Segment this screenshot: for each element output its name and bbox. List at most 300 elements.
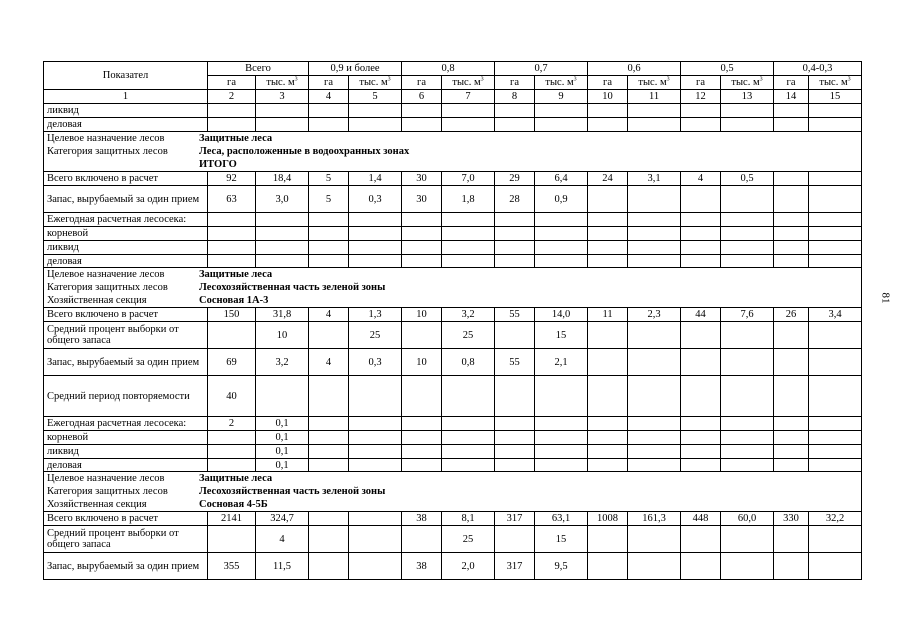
table-cell: 2 bbox=[208, 417, 256, 431]
table-cell: 63 bbox=[208, 186, 256, 213]
column-number: 13 bbox=[721, 90, 774, 104]
row-label: деловая bbox=[44, 118, 208, 132]
table-row bbox=[44, 118, 862, 132]
table-cell: 3,1 bbox=[628, 172, 681, 186]
unit-superscript: 3 bbox=[759, 76, 763, 83]
row-label: корневой bbox=[44, 431, 208, 445]
unit-label: тыс. м bbox=[731, 77, 760, 88]
table-cell: 63,1 bbox=[535, 512, 588, 526]
table-cell bbox=[208, 213, 256, 227]
table-cell: 5 bbox=[309, 172, 349, 186]
table-row bbox=[44, 376, 862, 417]
table-cell bbox=[588, 118, 628, 132]
table-cell bbox=[309, 526, 349, 553]
table-cell bbox=[774, 445, 809, 459]
table-cell bbox=[628, 322, 681, 349]
table-cell: 10 bbox=[402, 308, 442, 322]
table-cell: 31,8 bbox=[256, 308, 309, 322]
header-unit-volume bbox=[809, 76, 862, 90]
table-cell bbox=[256, 227, 309, 241]
table-cell bbox=[588, 104, 628, 118]
table-cell bbox=[774, 227, 809, 241]
table-cell bbox=[588, 213, 628, 227]
table-cell bbox=[309, 417, 349, 431]
table-cell bbox=[588, 459, 628, 472]
table-cell bbox=[349, 431, 402, 445]
table-cell bbox=[495, 322, 535, 349]
table-cell bbox=[721, 459, 774, 472]
table-cell bbox=[681, 255, 721, 268]
table-cell bbox=[208, 118, 256, 132]
section-total-label: ИТОГО bbox=[199, 159, 237, 170]
header-unit-ha: га bbox=[495, 76, 535, 90]
table-cell bbox=[442, 445, 495, 459]
table-cell bbox=[774, 186, 809, 213]
column-number: 9 bbox=[535, 90, 588, 104]
table-cell bbox=[309, 445, 349, 459]
table-cell bbox=[681, 241, 721, 255]
table-cell bbox=[309, 227, 349, 241]
table-row bbox=[44, 445, 862, 459]
table-cell bbox=[628, 213, 681, 227]
table-cell bbox=[535, 376, 588, 417]
table-cell bbox=[402, 459, 442, 472]
table-cell bbox=[495, 459, 535, 472]
table-cell bbox=[208, 241, 256, 255]
table-cell bbox=[774, 172, 809, 186]
table-cell bbox=[721, 255, 774, 268]
column-number: 14 bbox=[774, 90, 809, 104]
table-cell bbox=[256, 255, 309, 268]
forest-cutting-table bbox=[43, 61, 862, 580]
table-row bbox=[44, 431, 862, 445]
table-cell bbox=[774, 255, 809, 268]
table-cell bbox=[774, 526, 809, 553]
table-cell bbox=[442, 417, 495, 431]
table-cell: 5 bbox=[309, 186, 349, 213]
header-unit-ha: га bbox=[309, 76, 349, 90]
section-info-value: Леса, расположенные в водоохранных зонах bbox=[199, 146, 410, 157]
table-row bbox=[44, 322, 862, 349]
section-info-value: Сосновая 1А-3 bbox=[199, 295, 269, 306]
table-cell bbox=[349, 213, 402, 227]
row-label: Всего включено в расчет bbox=[44, 512, 208, 526]
header-unit-ha: га bbox=[588, 76, 628, 90]
table-cell bbox=[402, 213, 442, 227]
header-unit-volume bbox=[442, 76, 495, 90]
table-cell bbox=[774, 322, 809, 349]
table-cell bbox=[628, 376, 681, 417]
unit-label: тыс. м bbox=[266, 77, 295, 88]
table-cell bbox=[628, 553, 681, 580]
table-cell: 0,1 bbox=[256, 431, 309, 445]
section-info-label: Целевое назначение лесов bbox=[47, 473, 165, 484]
table-cell bbox=[442, 241, 495, 255]
table-cell bbox=[628, 445, 681, 459]
table-cell bbox=[588, 526, 628, 553]
unit-label: тыс. м bbox=[359, 77, 388, 88]
table-cell bbox=[809, 376, 862, 417]
header-unit-volume bbox=[721, 76, 774, 90]
table-cell bbox=[442, 104, 495, 118]
section-info-value: Защитные леса bbox=[199, 473, 273, 484]
table-cell bbox=[535, 118, 588, 132]
table-cell bbox=[721, 104, 774, 118]
table-cell bbox=[208, 431, 256, 445]
table-row bbox=[44, 417, 862, 431]
table-cell bbox=[495, 376, 535, 417]
table-cell bbox=[628, 526, 681, 553]
unit-superscript: 3 bbox=[847, 76, 851, 83]
section-info-line bbox=[47, 498, 858, 511]
table-cell bbox=[628, 349, 681, 376]
table-cell bbox=[349, 227, 402, 241]
table-cell bbox=[721, 349, 774, 376]
table-cell bbox=[628, 255, 681, 268]
header-unit-volume bbox=[349, 76, 402, 90]
row-label: Запас, вырубаемый за один прием bbox=[44, 349, 208, 376]
table-cell: 1,8 bbox=[442, 186, 495, 213]
table-cell: 18,4 bbox=[256, 172, 309, 186]
table-cell bbox=[442, 431, 495, 445]
unit-superscript: 3 bbox=[387, 76, 391, 83]
section-info bbox=[44, 472, 862, 512]
table-cell bbox=[721, 241, 774, 255]
table-cell bbox=[208, 459, 256, 472]
table-cell: 25 bbox=[442, 526, 495, 553]
table-cell bbox=[442, 227, 495, 241]
table-cell: 324,7 bbox=[256, 512, 309, 526]
table-cell bbox=[442, 213, 495, 227]
table-cell bbox=[535, 255, 588, 268]
table-cell: 24 bbox=[588, 172, 628, 186]
unit-label: тыс. м bbox=[545, 77, 574, 88]
table-cell bbox=[402, 118, 442, 132]
table-cell bbox=[495, 227, 535, 241]
table-cell: 55 bbox=[495, 349, 535, 376]
table-cell bbox=[721, 227, 774, 241]
table-cell bbox=[774, 241, 809, 255]
table-cell bbox=[256, 118, 309, 132]
unit-superscript: 3 bbox=[480, 76, 484, 83]
table-cell: 317 bbox=[495, 512, 535, 526]
table-cell bbox=[402, 241, 442, 255]
table-cell bbox=[535, 431, 588, 445]
unit-superscript: 3 bbox=[573, 76, 577, 83]
table-cell bbox=[349, 255, 402, 268]
table-cell bbox=[628, 417, 681, 431]
section-info-row bbox=[44, 268, 862, 308]
table-cell: 1,4 bbox=[349, 172, 402, 186]
table-cell bbox=[349, 526, 402, 553]
table-cell bbox=[721, 322, 774, 349]
header-group-total: Всего bbox=[208, 62, 309, 76]
table-cell: 25 bbox=[349, 322, 402, 349]
table-cell: 30 bbox=[402, 172, 442, 186]
row-label: Средний период повторяемости bbox=[44, 376, 208, 417]
table-cell bbox=[309, 376, 349, 417]
table-cell bbox=[402, 445, 442, 459]
table-body bbox=[44, 62, 862, 580]
table-cell bbox=[349, 104, 402, 118]
table-cell: 330 bbox=[774, 512, 809, 526]
header-group-09: 0,9 и более bbox=[309, 62, 402, 76]
unit-superscript: 3 bbox=[666, 76, 670, 83]
table-cell bbox=[309, 459, 349, 472]
table-cell: 0,1 bbox=[256, 417, 309, 431]
table-cell bbox=[809, 459, 862, 472]
section-info bbox=[44, 268, 862, 308]
table-cell bbox=[495, 526, 535, 553]
table-cell bbox=[535, 459, 588, 472]
table-cell bbox=[809, 172, 862, 186]
table-cell: 0,3 bbox=[349, 349, 402, 376]
section-info-row bbox=[44, 472, 862, 512]
table-cell bbox=[809, 553, 862, 580]
table-cell: 26 bbox=[774, 308, 809, 322]
table-row bbox=[44, 172, 862, 186]
table-cell: 40 bbox=[208, 376, 256, 417]
table-cell: 0,5 bbox=[721, 172, 774, 186]
table-cell bbox=[402, 255, 442, 268]
row-label: деловая bbox=[44, 459, 208, 472]
table-cell bbox=[442, 255, 495, 268]
table-row bbox=[44, 459, 862, 472]
table-cell: 3,2 bbox=[442, 308, 495, 322]
section-info-row bbox=[44, 132, 862, 172]
section-info-line bbox=[47, 485, 858, 498]
table-cell bbox=[681, 459, 721, 472]
table-cell bbox=[256, 213, 309, 227]
table-cell: 355 bbox=[208, 553, 256, 580]
table-cell bbox=[774, 459, 809, 472]
row-label: Всего включено в расчет bbox=[44, 308, 208, 322]
table-cell bbox=[681, 431, 721, 445]
table-cell bbox=[208, 445, 256, 459]
table-cell: 60,0 bbox=[721, 512, 774, 526]
table-cell bbox=[535, 241, 588, 255]
table-cell bbox=[681, 118, 721, 132]
table-cell bbox=[809, 322, 862, 349]
table-cell bbox=[809, 227, 862, 241]
header-unit-volume bbox=[256, 76, 309, 90]
table-cell bbox=[628, 118, 681, 132]
table-cell bbox=[442, 376, 495, 417]
table-cell: 30 bbox=[402, 186, 442, 213]
section-info bbox=[44, 132, 862, 172]
table-cell bbox=[495, 431, 535, 445]
table-cell bbox=[349, 376, 402, 417]
table-cell bbox=[208, 255, 256, 268]
table-cell bbox=[809, 431, 862, 445]
section-info-line bbox=[47, 132, 858, 145]
table-cell bbox=[809, 118, 862, 132]
table-cell: 4 bbox=[309, 308, 349, 322]
table-cell bbox=[402, 526, 442, 553]
column-number: 1 bbox=[44, 90, 208, 104]
table-cell bbox=[309, 553, 349, 580]
table-cell bbox=[721, 186, 774, 213]
table-cell bbox=[256, 104, 309, 118]
table-cell: 2,0 bbox=[442, 553, 495, 580]
table-cell bbox=[349, 417, 402, 431]
table-cell: 2,1 bbox=[535, 349, 588, 376]
table-cell bbox=[681, 213, 721, 227]
table-cell bbox=[681, 553, 721, 580]
table-cell bbox=[309, 118, 349, 132]
table-cell bbox=[809, 417, 862, 431]
table-cell: 10 bbox=[256, 322, 309, 349]
table-cell bbox=[349, 512, 402, 526]
table-cell bbox=[809, 213, 862, 227]
table-cell bbox=[681, 376, 721, 417]
table-cell bbox=[208, 104, 256, 118]
table-cell bbox=[721, 376, 774, 417]
table-cell bbox=[535, 104, 588, 118]
table-cell bbox=[809, 445, 862, 459]
table-cell: 2141 bbox=[208, 512, 256, 526]
table-cell bbox=[349, 459, 402, 472]
table-cell bbox=[588, 553, 628, 580]
section-info-label: Категория защитных лесов bbox=[47, 146, 168, 157]
table-cell bbox=[535, 227, 588, 241]
row-label: Ежегодная расчетная лесосека: bbox=[44, 213, 208, 227]
table-cell bbox=[628, 104, 681, 118]
header-unit-ha: га bbox=[774, 76, 809, 90]
table-cell: 0,8 bbox=[442, 349, 495, 376]
table-cell bbox=[256, 241, 309, 255]
table-cell bbox=[535, 417, 588, 431]
table-cell bbox=[495, 445, 535, 459]
table-cell bbox=[402, 322, 442, 349]
table-cell bbox=[208, 322, 256, 349]
table-cell bbox=[495, 104, 535, 118]
table-cell: 1008 bbox=[588, 512, 628, 526]
table-cell: 10 bbox=[402, 349, 442, 376]
table-cell bbox=[681, 445, 721, 459]
table-cell: 28 bbox=[495, 186, 535, 213]
table-cell: 7,6 bbox=[721, 308, 774, 322]
table-cell: 4 bbox=[681, 172, 721, 186]
table-cell: 32,2 bbox=[809, 512, 862, 526]
row-label: Ежегодная расчетная лесосека: bbox=[44, 417, 208, 431]
header-group-07: 0,7 bbox=[495, 62, 588, 76]
column-number: 10 bbox=[588, 90, 628, 104]
table-cell bbox=[208, 526, 256, 553]
table-cell bbox=[774, 213, 809, 227]
table-row bbox=[44, 227, 862, 241]
table-cell bbox=[681, 322, 721, 349]
table-cell bbox=[535, 445, 588, 459]
table-cell bbox=[774, 553, 809, 580]
section-info-value: Сосновая 4-5Б bbox=[199, 499, 268, 510]
table-cell bbox=[774, 104, 809, 118]
table-cell: 1,3 bbox=[349, 308, 402, 322]
table-cell: 9,5 bbox=[535, 553, 588, 580]
table-cell bbox=[809, 104, 862, 118]
row-label: Средний процент выборки от общего запаса bbox=[44, 526, 208, 553]
table-cell bbox=[588, 186, 628, 213]
table-cell bbox=[774, 349, 809, 376]
table-cell: 25 bbox=[442, 322, 495, 349]
table-cell: 4 bbox=[256, 526, 309, 553]
table-cell bbox=[628, 186, 681, 213]
table-cell bbox=[588, 349, 628, 376]
unit-label: тыс. м bbox=[638, 77, 667, 88]
row-label: корневой bbox=[44, 227, 208, 241]
table-row bbox=[44, 553, 862, 580]
table-cell bbox=[309, 104, 349, 118]
unit-label: тыс. м bbox=[452, 77, 481, 88]
table-cell: 3,0 bbox=[256, 186, 309, 213]
table-cell bbox=[681, 104, 721, 118]
table-cell: 15 bbox=[535, 526, 588, 553]
table-cell: 7,0 bbox=[442, 172, 495, 186]
table-cell bbox=[402, 431, 442, 445]
table-cell bbox=[309, 512, 349, 526]
table-cell bbox=[309, 431, 349, 445]
page-number: 81 bbox=[879, 292, 892, 304]
section-info-label: Категория защитных лесов bbox=[47, 282, 168, 293]
table-cell bbox=[681, 417, 721, 431]
table-cell bbox=[681, 186, 721, 213]
table-cell bbox=[809, 241, 862, 255]
header-row-column-numbers bbox=[44, 90, 862, 104]
table-row bbox=[44, 104, 862, 118]
table-cell bbox=[628, 241, 681, 255]
table-cell bbox=[774, 376, 809, 417]
table-cell bbox=[309, 241, 349, 255]
table-cell bbox=[681, 349, 721, 376]
table-row bbox=[44, 349, 862, 376]
table-cell bbox=[402, 104, 442, 118]
table-cell bbox=[588, 431, 628, 445]
header-unit-volume bbox=[535, 76, 588, 90]
table-cell bbox=[349, 445, 402, 459]
table-cell: 8,1 bbox=[442, 512, 495, 526]
table-cell: 448 bbox=[681, 512, 721, 526]
table-cell bbox=[809, 349, 862, 376]
section-info-line bbox=[47, 294, 858, 307]
row-label: Средний процент выборки от общего запаса bbox=[44, 322, 208, 349]
table-cell: 55 bbox=[495, 308, 535, 322]
table-row bbox=[44, 526, 862, 553]
table-cell bbox=[588, 445, 628, 459]
column-number: 3 bbox=[256, 90, 309, 104]
table-row bbox=[44, 255, 862, 268]
row-label: ликвид bbox=[44, 104, 208, 118]
section-info-line bbox=[47, 281, 858, 294]
table-cell bbox=[628, 431, 681, 445]
table-cell bbox=[495, 118, 535, 132]
table-cell bbox=[349, 118, 402, 132]
header-unit-ha: га bbox=[208, 76, 256, 90]
table-cell bbox=[495, 241, 535, 255]
column-number: 8 bbox=[495, 90, 535, 104]
table-cell bbox=[256, 376, 309, 417]
section-info-line bbox=[47, 472, 858, 485]
header-indicator: Показател bbox=[44, 62, 208, 90]
column-number: 7 bbox=[442, 90, 495, 104]
table-cell bbox=[402, 417, 442, 431]
table-cell bbox=[721, 553, 774, 580]
table-cell bbox=[681, 227, 721, 241]
table-row bbox=[44, 241, 862, 255]
table-cell bbox=[588, 322, 628, 349]
table-cell bbox=[774, 431, 809, 445]
section-info-value: Лесохозяйственная часть зеленой зоны bbox=[199, 282, 386, 293]
table-cell: 0,3 bbox=[349, 186, 402, 213]
